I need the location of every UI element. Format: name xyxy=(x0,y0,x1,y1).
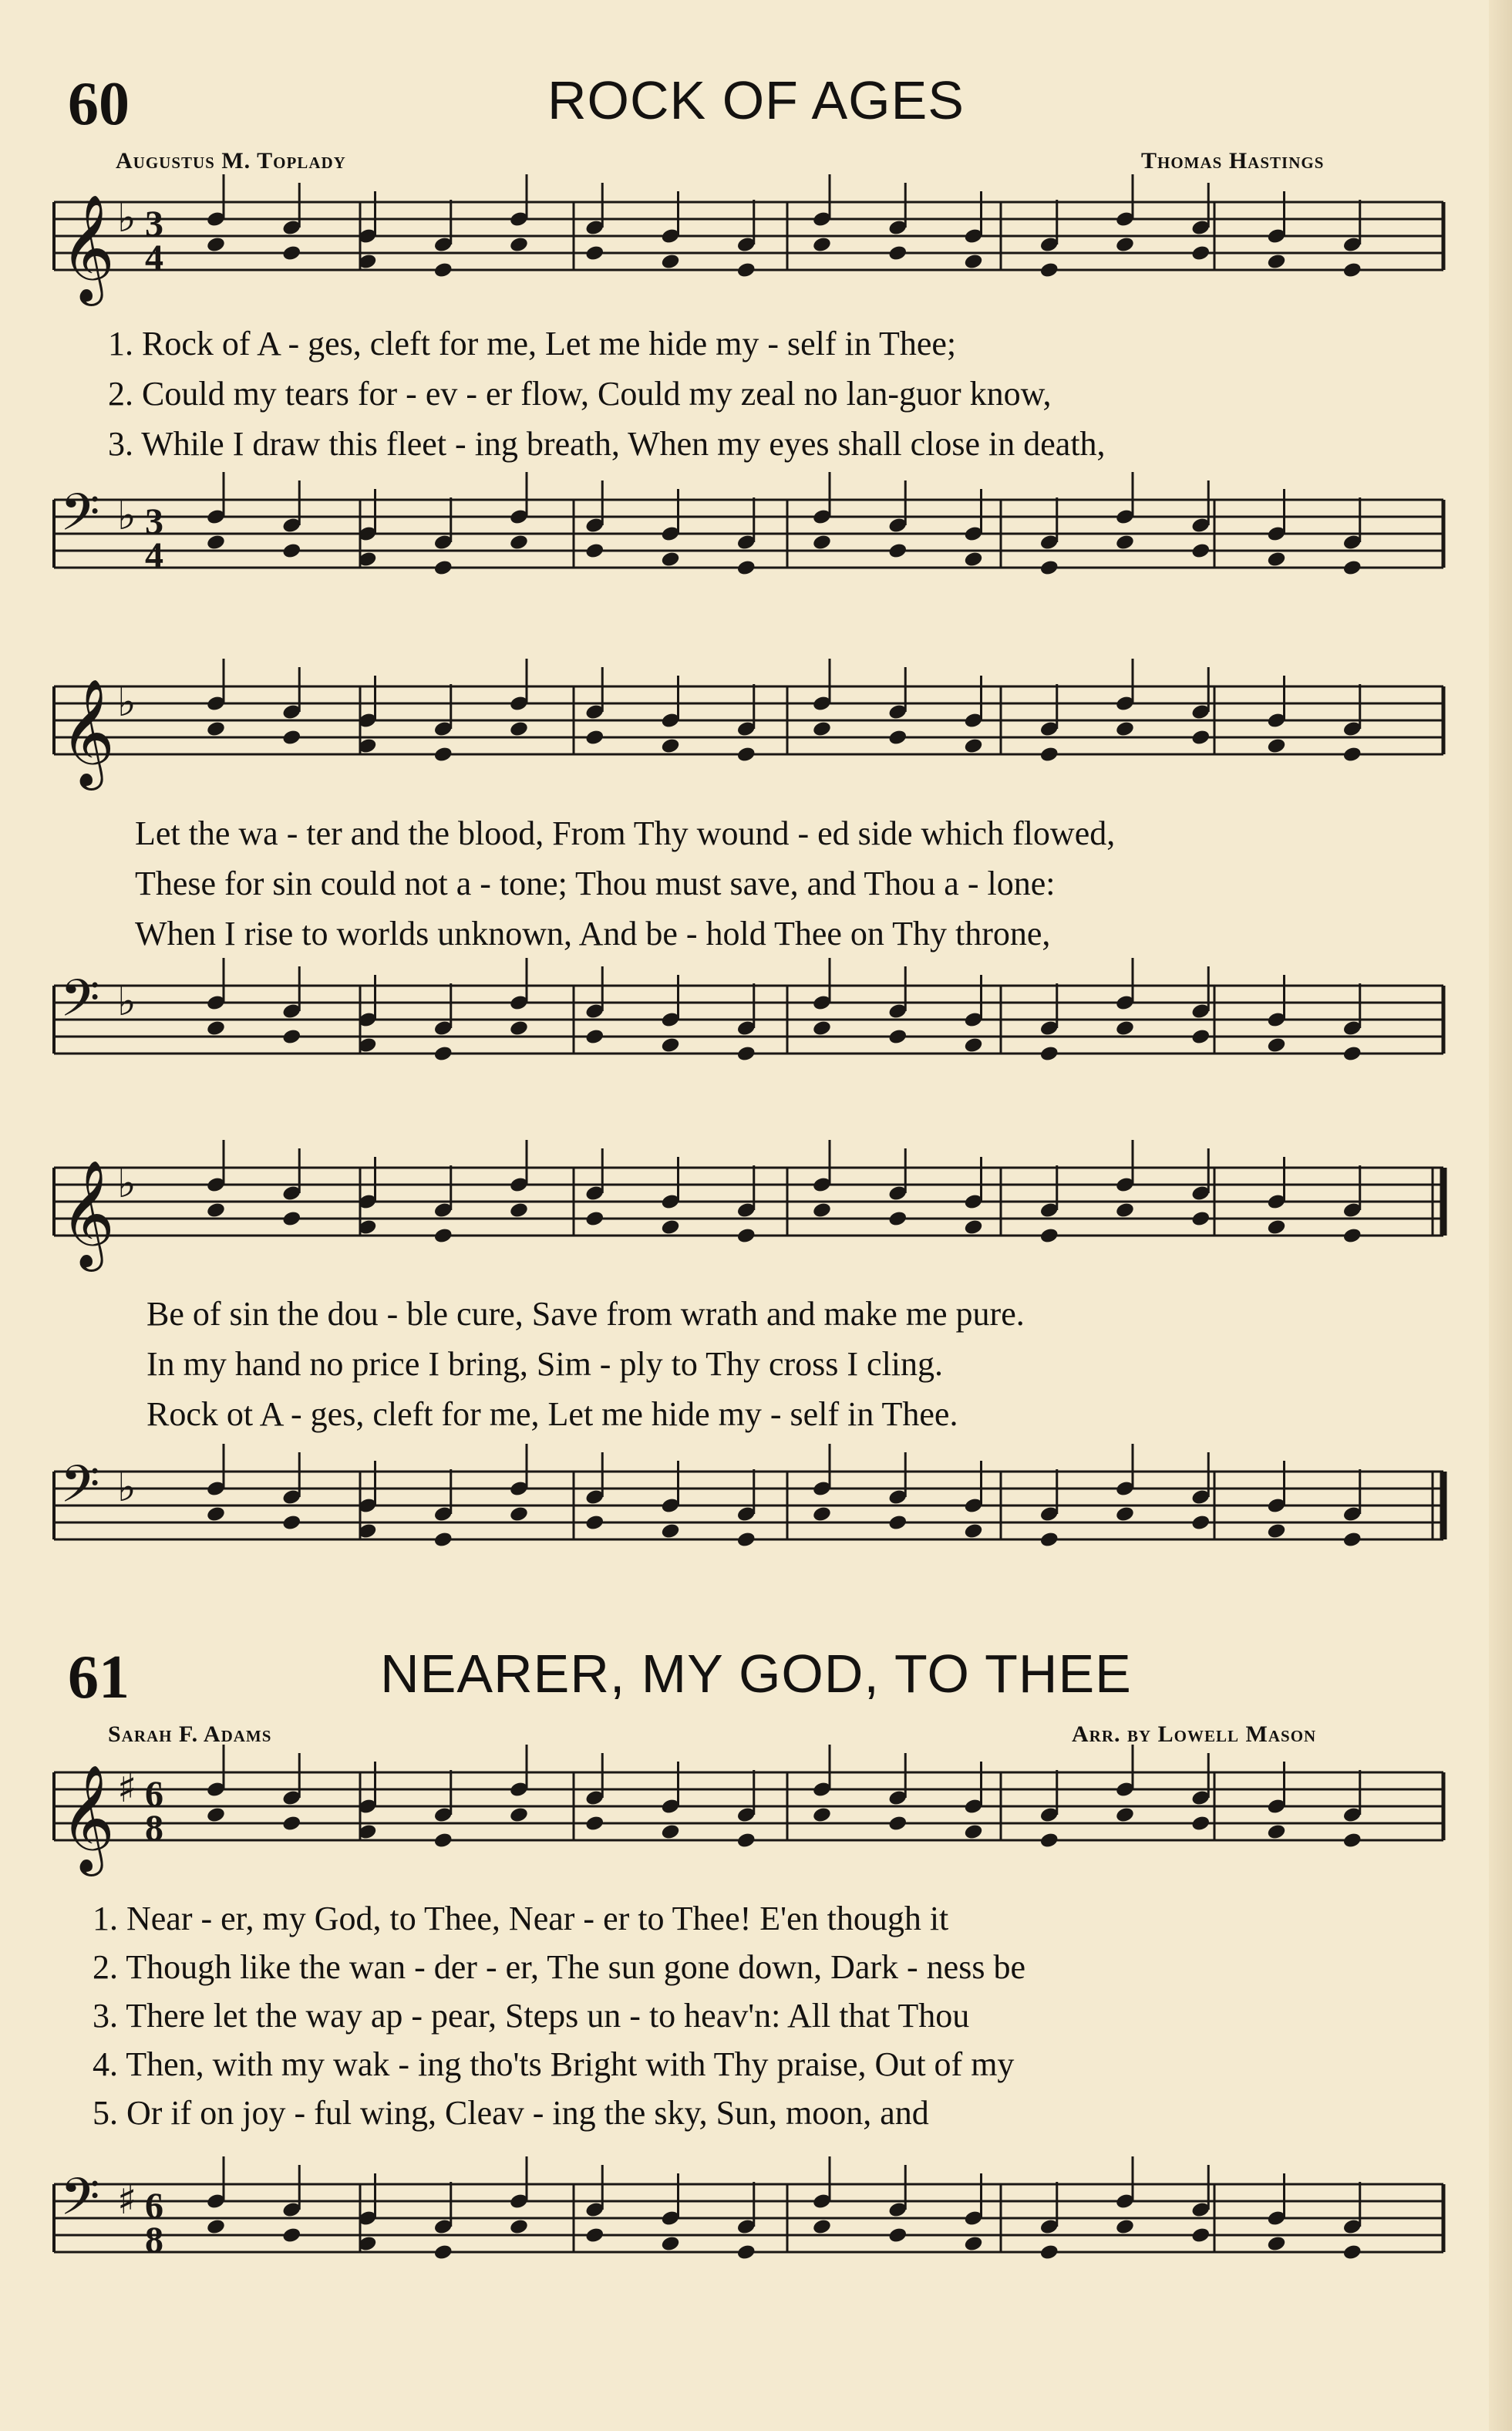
notehead xyxy=(433,1531,453,1549)
hymn-number-61: 61 xyxy=(68,1644,130,1711)
notehead xyxy=(1266,1823,1286,1841)
notehead xyxy=(963,1037,983,1054)
notehead xyxy=(1342,1531,1362,1549)
notehead xyxy=(660,551,680,568)
flat-icon: ♭ xyxy=(117,679,136,726)
treble-clef-icon: 𝄞 xyxy=(60,194,115,302)
notehead xyxy=(963,1522,983,1540)
notehead xyxy=(660,1823,680,1841)
sharp-icon: ♯ xyxy=(117,1765,137,1812)
notehead xyxy=(584,1514,604,1532)
notehead xyxy=(206,1505,226,1523)
notehead xyxy=(433,1227,453,1245)
sharp-icon: ♯ xyxy=(117,2177,137,2224)
notehead xyxy=(736,559,756,577)
treble-clef-icon: 𝄞 xyxy=(60,1765,115,1872)
notehead xyxy=(509,1806,529,1824)
notehead xyxy=(1190,1514,1211,1532)
notehead xyxy=(1039,1227,1059,1245)
notehead xyxy=(660,253,680,271)
notehead xyxy=(584,2227,604,2244)
bass-staff-60-3 xyxy=(0,1456,1512,1564)
bass-staff-61-1 xyxy=(0,2169,1512,2277)
bass-clef-icon: 𝄢 xyxy=(60,969,100,1040)
verse-line: Let the wa - ter and the blood, From Thy wound - ed side which flowed, xyxy=(135,814,1116,852)
notehead xyxy=(1115,720,1135,738)
notehead xyxy=(812,1505,832,1523)
composer-60: Thomas Hastings xyxy=(1141,148,1325,174)
notehead xyxy=(963,2235,983,2253)
notehead xyxy=(509,236,529,254)
verse-block-60-1 xyxy=(108,324,1106,464)
notehead xyxy=(433,1832,453,1849)
notehead xyxy=(584,729,604,747)
bass-clef-icon: 𝄢 xyxy=(60,483,100,555)
notehead xyxy=(812,236,832,254)
notehead xyxy=(1115,236,1135,254)
notehead xyxy=(1342,1227,1362,1245)
notehead xyxy=(887,244,908,262)
lyricist-61: Sarah F. Adams xyxy=(108,1721,272,1747)
verse-line: These for sin could not a - tone; Thou must save, and Thou a - lone: xyxy=(135,865,1056,902)
notehead xyxy=(509,1505,529,1523)
notehead xyxy=(887,542,908,560)
notehead xyxy=(736,1045,756,1063)
flat-icon: ♭ xyxy=(117,1465,136,1511)
time-signature-top: 3 xyxy=(145,204,163,244)
treble-staff-60-1 xyxy=(0,187,1512,302)
hymn-number-60: 60 xyxy=(68,70,130,138)
notehead xyxy=(812,2218,832,2236)
verse-line: 2. Though like the wan - der - er, The sun gone down, Dark - ness be xyxy=(93,1948,1025,1986)
notehead xyxy=(736,261,756,279)
notehead xyxy=(584,1815,604,1833)
notehead xyxy=(1115,2218,1135,2236)
notehead xyxy=(1190,542,1211,560)
notehead xyxy=(584,1210,604,1228)
notehead xyxy=(584,542,604,560)
verse-line: 1. Rock of A - ges, cleft for me, Let me hide my - self in Thee; xyxy=(108,325,957,362)
verse-line: Be of sin the dou - ble cure, Save from wrath and make me pure. xyxy=(146,1295,1025,1333)
notehead xyxy=(887,1028,908,1046)
notehead xyxy=(660,2235,680,2253)
bass-staff-60-2 xyxy=(0,970,1512,1078)
verse-line: 3. There let the way ap - pear, Steps un - to heav'n: All that Thou xyxy=(93,1997,970,2035)
notehead xyxy=(433,559,453,577)
notehead xyxy=(206,236,226,254)
notehead xyxy=(509,1202,529,1219)
notehead xyxy=(1115,1202,1135,1219)
verse-line: When I rise to worlds unknown, And be - hold Thee on Thy throne, xyxy=(135,915,1051,953)
notehead xyxy=(1266,253,1286,271)
notehead xyxy=(1342,2244,1362,2261)
notehead xyxy=(509,720,529,738)
notehead xyxy=(963,1823,983,1841)
notehead xyxy=(736,746,756,764)
notehead xyxy=(1190,1815,1211,1833)
notehead xyxy=(1039,261,1059,279)
notehead xyxy=(736,2244,756,2261)
hymn-title-60: ROCK OF AGES xyxy=(547,70,965,130)
flat-icon: ♭ xyxy=(117,195,136,241)
bass-clef-icon: 𝄢 xyxy=(60,2167,100,2239)
notehead xyxy=(1039,1045,1059,1063)
treble-clef-icon: 𝄞 xyxy=(60,1160,115,1267)
notehead xyxy=(281,1514,301,1532)
flat-icon: ♭ xyxy=(117,493,136,539)
verse-block-60-3 xyxy=(146,1294,1025,1434)
hymn-title-61: NEARER, MY GOD, TO THEE xyxy=(380,1644,1132,1704)
time-signature-top: 6 xyxy=(145,2186,163,2227)
notehead xyxy=(281,244,301,262)
notehead xyxy=(887,1210,908,1228)
notehead xyxy=(281,2227,301,2244)
notehead xyxy=(509,2218,529,2236)
notehead xyxy=(660,1037,680,1054)
flat-icon: ♭ xyxy=(117,1161,136,1207)
notehead xyxy=(1342,1832,1362,1849)
notehead xyxy=(887,1514,908,1532)
flat-icon: ♭ xyxy=(117,979,136,1025)
verse-block-61-1 xyxy=(93,1899,1025,2133)
notehead xyxy=(206,720,226,738)
notehead xyxy=(509,534,529,551)
time-signature-bottom: 8 xyxy=(145,2220,163,2261)
notehead xyxy=(206,1020,226,1037)
notehead xyxy=(1115,1505,1135,1523)
bass-clef-icon: 𝄢 xyxy=(60,1455,100,1526)
notehead xyxy=(1342,746,1362,764)
notehead xyxy=(736,1227,756,1245)
notehead xyxy=(1190,2227,1211,2244)
notehead xyxy=(1190,729,1211,747)
notehead xyxy=(281,1210,301,1228)
notehead xyxy=(660,1219,680,1236)
notehead xyxy=(206,1806,226,1824)
notehead xyxy=(963,737,983,755)
notehead xyxy=(1115,1020,1135,1037)
notehead xyxy=(281,1028,301,1046)
notehead xyxy=(281,1815,301,1833)
lyricist-60: Augustus M. Toplady xyxy=(116,148,346,174)
notehead xyxy=(812,534,832,551)
notehead xyxy=(812,1020,832,1037)
notehead xyxy=(584,244,604,262)
notehead xyxy=(1039,1832,1059,1849)
notehead xyxy=(281,729,301,747)
notehead xyxy=(1190,244,1211,262)
verse-line: 5. Or if on joy - ful wing, Cleav - ing the sky, Sun, moon, and xyxy=(93,2094,929,2132)
notehead xyxy=(433,261,453,279)
notehead xyxy=(1039,1531,1059,1549)
treble-clef-icon: 𝄞 xyxy=(60,679,115,786)
bass-staff-60-1 xyxy=(0,484,1512,592)
notehead xyxy=(1342,261,1362,279)
notehead xyxy=(1190,1210,1211,1228)
treble-staff-61-1 xyxy=(0,1757,1512,1872)
time-signature-top: 6 xyxy=(145,1774,163,1815)
notehead xyxy=(963,1219,983,1236)
time-signature-bottom: 4 xyxy=(145,535,163,576)
notehead xyxy=(206,1202,226,1219)
notehead xyxy=(1266,1522,1286,1540)
notehead xyxy=(509,1020,529,1037)
time-signature-bottom: 8 xyxy=(145,1808,163,1849)
verse-line: 2. Could my tears for - ev - er flow, Could my zeal no lan-guor know, xyxy=(108,375,1052,413)
verse-line: 1. Near - er, my God, to Thee, Near - er to Thee! E'en though it xyxy=(93,1900,949,1937)
notehead xyxy=(584,1028,604,1046)
notehead xyxy=(1342,559,1362,577)
verse-line: Rock ot A - ges, cleft for me, Let me hide my - self in Thee. xyxy=(146,1395,958,1433)
notehead xyxy=(1266,1219,1286,1236)
treble-staff-60-3 xyxy=(0,1152,1512,1267)
notehead xyxy=(1039,2244,1059,2261)
notehead xyxy=(281,542,301,560)
notehead xyxy=(206,534,226,551)
notehead xyxy=(433,1045,453,1063)
notehead xyxy=(736,1832,756,1849)
notehead xyxy=(887,729,908,747)
notehead xyxy=(887,2227,908,2244)
notehead xyxy=(433,2244,453,2261)
notehead xyxy=(1342,1045,1362,1063)
notehead xyxy=(1266,1037,1286,1054)
notehead xyxy=(1039,746,1059,764)
time-signature-top: 3 xyxy=(145,501,163,542)
treble-staff-60-2 xyxy=(0,671,1512,786)
verse-block-60-2 xyxy=(135,814,1115,953)
notehead xyxy=(1266,737,1286,755)
verse-line: In my hand no price I bring, Sim - ply to Thy cross I cling. xyxy=(146,1345,944,1383)
notehead xyxy=(433,746,453,764)
verse-line: 4. Then, with my wak - ing tho'ts Bright with Thy praise, Out of my xyxy=(93,2045,1015,2083)
notehead xyxy=(963,253,983,271)
notehead xyxy=(1266,2235,1286,2253)
notehead xyxy=(1115,1806,1135,1824)
composer-61: Arr. by Lowell Mason xyxy=(1072,1721,1317,1747)
notehead xyxy=(1190,1028,1211,1046)
notehead xyxy=(660,737,680,755)
notehead xyxy=(660,1522,680,1540)
notehead xyxy=(887,1815,908,1833)
notehead xyxy=(812,720,832,738)
time-signature-bottom: 4 xyxy=(145,238,163,278)
notehead xyxy=(812,1202,832,1219)
notehead xyxy=(206,2218,226,2236)
verse-line: 3. While I draw this fleet - ing breath, When my eyes shall close in death, xyxy=(108,425,1106,463)
notehead xyxy=(1039,559,1059,577)
notehead xyxy=(812,1806,832,1824)
notehead xyxy=(1266,551,1286,568)
notehead xyxy=(1115,534,1135,551)
notehead xyxy=(963,551,983,568)
notehead xyxy=(736,1531,756,1549)
